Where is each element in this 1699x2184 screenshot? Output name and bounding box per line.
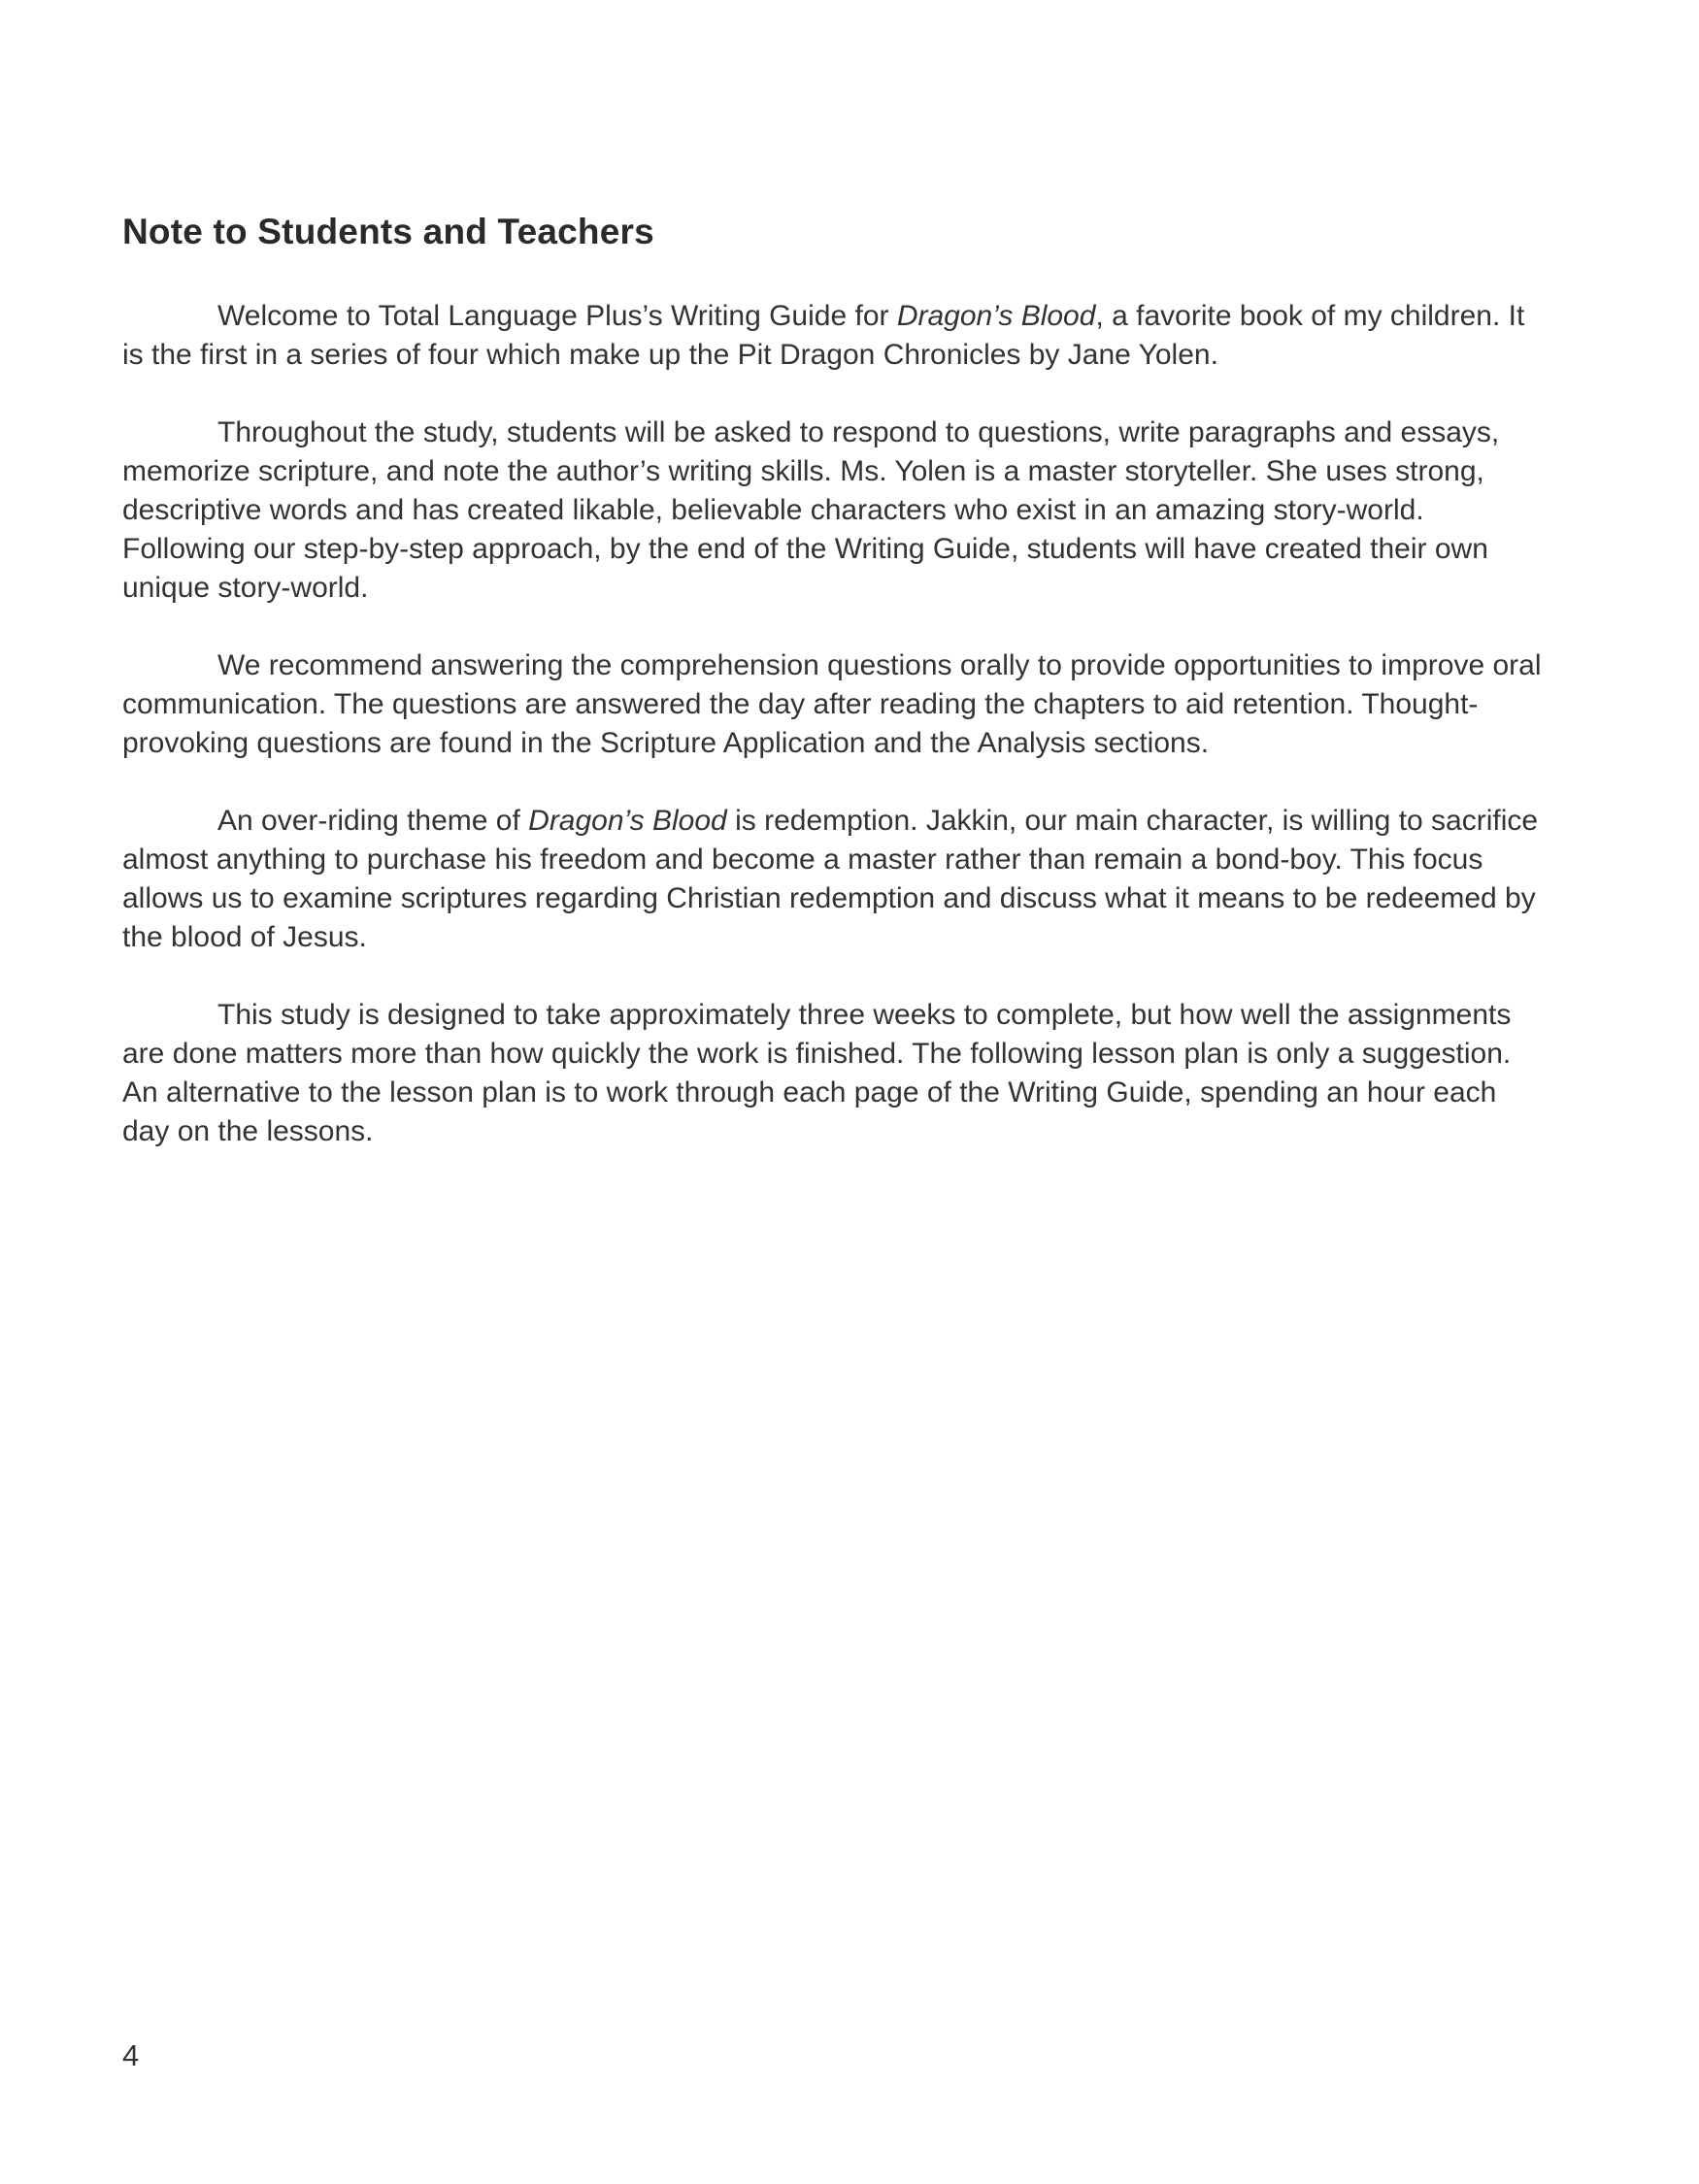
page-number: 4: [122, 2038, 140, 2072]
paragraph-welcome: [122, 297, 1549, 375]
paragraph-welcome-text-before: Welcome to Total Language Plus’s Writing Guide for: [217, 300, 897, 332]
paragraph-schedule: This study is designed to take approximately three weeks to complete, but how well the assignments are done matters more than how quickly the work is finished. The following lesson plan is only a suggestion. An alternative to the lesson plan is to work through each page of the Writing Guide, spending an hour each day on the lessons.: [122, 999, 1512, 1147]
book-title-italic: Dragon’s Blood: [528, 805, 727, 837]
paragraph-theme-text-before: An over-riding theme of: [217, 805, 529, 837]
page-content: [122, 212, 1549, 1190]
paragraph-theme: [122, 802, 1549, 957]
page-title: Note to Students and Teachers: [122, 212, 654, 251]
paragraph-comprehension: We recommend answering the comprehension questions orally to provide opportunities to improve oral communication. The questions are answered the day after reading the chapters to aid retention. Thought-provoking questions are found in the Scripture Application and the Analysis sections.: [122, 649, 1542, 759]
paragraph-study-overview: Throughout the study, students will be asked to respond to questions, write paragraphs and essays, memorize scripture, and note the author’s writing skills. Ms. Yolen is a master storyteller. She uses strong, descriptive words and has created likable, believable characters who exist in an amazing story-world. Following our step-by-step approach, by the end of the Writing Guide, students will have created their own unique story-world.: [122, 416, 1500, 604]
book-title-italic: Dragon’s Blood: [896, 300, 1096, 332]
paragraph-theme-text-after: is redemption. Jakkin, our main character, is willing to sacrifice almost anything to purchase his freedom and become a master rather than remain a bond-boy. This focus allows us to examine scriptures regarding Christian redemption and discuss what it means to be redeemed by the blood of Jesus.: [122, 805, 1539, 953]
paragraph-welcome-text-after: , a favorite book of my children. It is the first in a series of four which make up the Pit Dragon Chronicles by Jane Yolen.: [122, 300, 1525, 371]
